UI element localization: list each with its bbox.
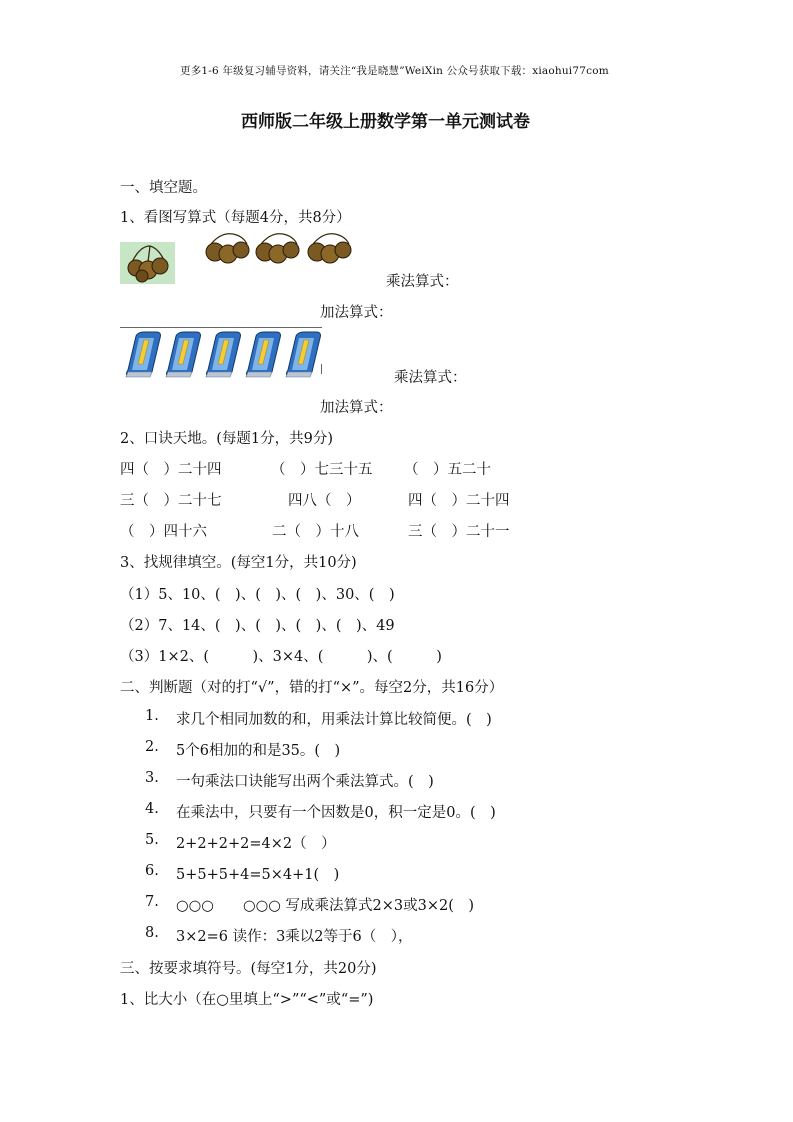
tf-item-text: 一句乘法口诀能写出两个乘法算式。( ) <box>176 774 434 790</box>
q2-cell: 四（ ）二十四 <box>408 493 510 509</box>
section3-heading: 三、按要求填符号。(每空1分，共20分) <box>120 961 377 977</box>
q2-cell: （ ）四十六 <box>120 524 207 540</box>
tf-item-number: 6. <box>145 863 159 879</box>
q2-cell: 三（ ）二十一 <box>408 524 510 540</box>
q2-cell: 四八（ ） <box>288 493 361 509</box>
q2-cell: （ ）七三十五 <box>271 462 373 478</box>
q1b-add-label: 加法算式： <box>320 400 393 416</box>
q1-title: 1、看图写算式（每题4分，共8分） <box>120 210 351 226</box>
cherry-group-2 <box>253 232 301 270</box>
tf-item-text: 在乘法中，只要有一个因数是0，积一定是0。( ) <box>176 805 496 821</box>
cherry-group-1 <box>203 232 251 270</box>
header-note: 更多1-6 年级复习辅导资料，请关注“我是晓慧”WeiXin 公众号获取下载：xiaohui77com <box>180 65 609 77</box>
cherry-group-3 <box>305 232 357 270</box>
tf-item-number: 1. <box>145 708 159 724</box>
cherry-cluster-icon <box>305 232 357 266</box>
tf-item-number: 3. <box>145 770 159 786</box>
q3-line: （1）5、10、( )、( )、( )、30、( ) <box>120 587 395 603</box>
eraser-group <box>120 330 325 384</box>
cherry-highlight-box <box>120 242 175 284</box>
q1b-mult-label: 乘法算式： <box>394 370 467 386</box>
q1a-add-label: 加法算式： <box>320 305 393 321</box>
q2-cell: （ ）五二十 <box>404 462 491 478</box>
cherry-cluster-icon <box>203 232 251 266</box>
cherry-cluster-icon <box>120 242 175 284</box>
q2-cell: 四（ ）二十四 <box>120 462 222 478</box>
tf-item-number: 8. <box>145 925 159 941</box>
tf-item-number: 2. <box>145 739 159 755</box>
q1a-mult-label: 乘法算式： <box>386 274 459 290</box>
eraser-icon <box>120 330 325 380</box>
q3-line: （2）7、14、( )、( )、( )、( )、49 <box>120 618 395 634</box>
cherry-cluster-icon <box>253 232 301 266</box>
tick-mark <box>321 364 322 374</box>
tf-item-text: 5+5+5+4=5×4+1( ) <box>176 867 340 883</box>
tf-item-text: ○○○ ○○○ 写成乘法算式2×3或3×2( ) <box>176 898 475 914</box>
q3-line: （3）1×2、( )、3×4、( )、( ) <box>120 649 442 665</box>
page-title: 西师版二年级上册数学第一单元测试卷 <box>241 112 530 132</box>
tf-item-number: 7. <box>145 894 159 910</box>
separator-line <box>120 327 322 328</box>
section1-heading: 一、填空题。 <box>120 180 207 196</box>
tf-item-text: 5个6相加的和是35。( ) <box>176 743 341 759</box>
q2-title: 2、口诀天地。(每题1分，共9分) <box>120 431 333 447</box>
tf-item-text: 2+2+2+2=4×2（ ） <box>176 836 336 852</box>
tf-item-number: 4. <box>145 801 159 817</box>
q2-cell: 三（ ）二十七 <box>120 493 222 509</box>
tf-item-text: 3×2=6 读作：3乘以2等于6（ ）， <box>176 929 413 945</box>
q2-cell: 二（ ）十八 <box>272 524 359 540</box>
section2-heading: 二、判断题（对的打“√”，错的打“×”。每空2分，共16分） <box>120 680 504 696</box>
section3-sub1: 1、比大小（在○里填上“>”“<”或“=”) <box>120 992 374 1008</box>
tf-item-text: 求几个相同加数的和，用乘法计算比较简便。( ) <box>176 712 492 728</box>
q3-title: 3、找规律填空。(每空1分，共10分) <box>120 555 357 571</box>
tf-item-number: 5. <box>145 832 159 848</box>
